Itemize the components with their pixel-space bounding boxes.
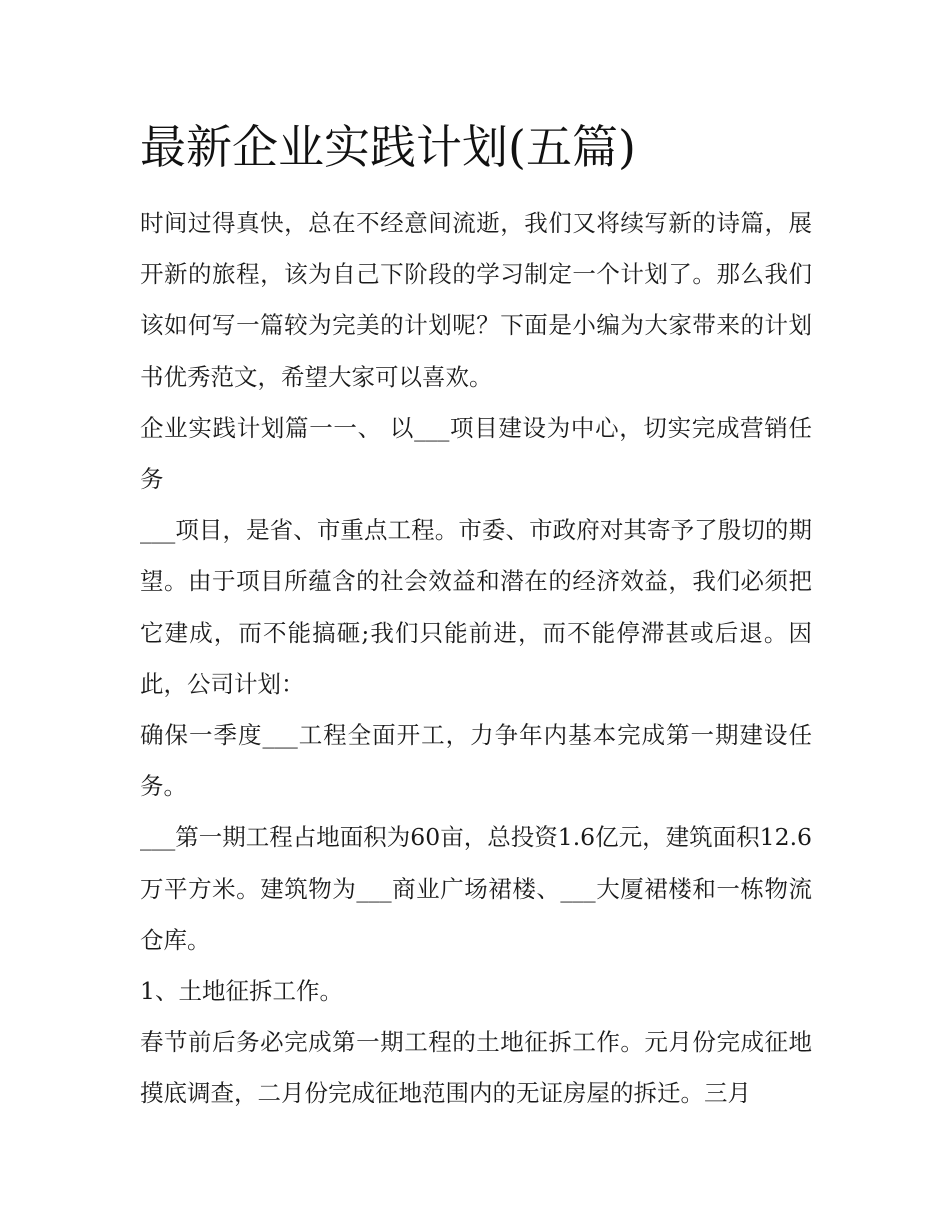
paragraph-heading-plan-one: 企业实践计划篇一一、 以___项目建设为中心，切实完成营销任务 [140,413,812,494]
document-body [140,198,812,1120]
paragraph-land-heading: 1、土地征拆工作。 [140,977,343,1006]
document-title: 最新企业实践计划(五篇) [140,120,636,174]
paragraph-land-details: 春节前后务必完成第一期工程的土地征拆工作。元月份完成征地摸底调查，二月份完成征地范围内的无证房屋的拆迁。三月 [140,1028,812,1108]
paragraph-q1-goal: 确保一季度___工程全面开工，力争年内基本完成第一期建设任务。 [140,721,812,801]
paragraph-project-overview: ___项目，是省、市重点工程。市委、市政府对其寄予了殷切的期望。由于项目所蕴含的社会效益和潜在的经济效益，我们必须把它建成，而不能搞砸;我们只能前进，而不能停滞甚或后退。因此，公司计划： [140,516,812,698]
paragraph-intro: 时间过得真快，总在不经意间流逝，我们又将续写新的诗篇，展开新的旅程，该为自己下阶段的学习制定一个计划了。那么我们该如何写一篇较为完美的计划呢？下面是小编为大家带来的计划书优秀范文，希望大家可以喜欢。 [140,209,812,391]
paragraph-phase-one-details: ___第一期工程占地面积为60亩，总投资1.6亿元，建筑面积12.6万平方米。建筑物为___商业广场裙楼、___大厦裙楼和一栋物流仓库。 [140,823,812,954]
